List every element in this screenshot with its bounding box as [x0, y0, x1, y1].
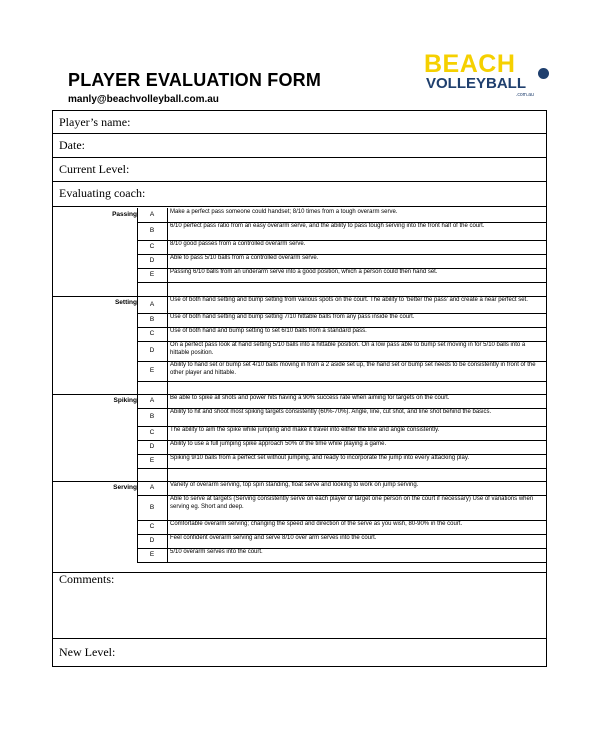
skill-level-letter: A: [149, 397, 155, 404]
skill-category-passing: Passing: [112, 211, 137, 218]
skill-level-letter: B: [149, 503, 155, 511]
comments-area[interactable]: [53, 586, 546, 636]
current-level-field[interactable]: [53, 158, 546, 182]
grid-row-line: [137, 313, 546, 314]
grid-row-line: [137, 282, 546, 283]
skill-level-letter: A: [149, 300, 155, 308]
logo-domain: .com.au: [516, 92, 534, 98]
beach-volleyball-logo: [424, 52, 554, 98]
skill-level-letter: B: [149, 316, 155, 323]
skill-level-description: Make a perfect pass someone could handset; 8/10 times from a tough overarm serve.: [170, 209, 398, 215]
grid-row-line: [137, 268, 546, 269]
grid-row-line: [53, 572, 546, 573]
skill-level-description: Ability to hand set or bump set 4/10 balls moving in from a 2 aside set up, the hand set or bump set needs to be consistently in front of the other player and hittable.: [170, 362, 536, 376]
skill-level-letter: D: [149, 257, 155, 264]
grid-row-line: [53, 481, 546, 482]
current-level-label: Current Level:: [59, 162, 130, 176]
grid-row-line: [137, 562, 546, 563]
grid-row-line: [137, 520, 546, 521]
grid-row-line: [137, 440, 546, 441]
grid-row-line: [137, 454, 546, 455]
grid-row-line: [137, 495, 546, 496]
grid-row-line: [137, 222, 546, 223]
grid-row-line: [137, 361, 546, 362]
volleyball-icon: [538, 68, 549, 79]
skill-level-letter: A: [149, 484, 155, 491]
date-field[interactable]: [53, 134, 546, 158]
skill-level-description: Feel confident overarm serving and serve 8/10 over arm serves into the court.: [170, 535, 377, 541]
skill-level-description: On a perfect pass look at hand setting 5/10 balls into a hittable position. On a low pass able to bump set moving in for 5/10 balls into a hittable position.: [170, 342, 526, 356]
skill-category-spiking: Spiking: [113, 397, 137, 404]
skill-level-letter: E: [149, 457, 155, 464]
form-title: PLAYER EVALUATION FORM: [68, 70, 322, 90]
skill-level-description: Use of both hand and bump setting to set 6/10 balls from a standard pass.: [170, 328, 367, 334]
grid-row-line: [137, 240, 546, 241]
evaluating-coach-label: Evaluating coach:: [59, 186, 146, 200]
player-name-field[interactable]: [53, 111, 546, 134]
skill-level-letter: C: [149, 243, 155, 250]
skill-level-description: Use of both hand setting and bump setting 7/10 hittable balls from any pass inside the court.: [170, 314, 415, 320]
skill-level-description: Ability to hit and shoot most spiking targets consistently (60%-70%). Angle, line, cut shot, and line shot behind the basics.: [170, 409, 492, 415]
grid-row-line: [137, 468, 546, 469]
skill-level-letter: B: [149, 227, 155, 234]
grid-row-line: [137, 548, 546, 549]
skill-level-description: 6/10 perfect pass ratio from an easy overarm serve, and the ability to pass tough serving into the front half of the court.: [170, 223, 485, 229]
skill-level-letter: D: [149, 347, 155, 354]
skill-level-description: Spiking 9/10 balls from a perfect set without jumping, and ready to incorporate the jump into every attacking play.: [170, 455, 470, 461]
skill-level-description: Able to serve at targets (Serving consistently serve on each player or target one person on the court if necessary) Use of variations when serving eg. Short and deep.: [170, 496, 534, 510]
player-name-label: Player’s name:: [59, 115, 131, 129]
skill-level-description: Use of both hand setting and bump setting from various spots on the court. The ability to ‘better the pass’ and create a near perfect set.: [170, 297, 528, 303]
skill-level-description: 5/10 overarm serves into the court.: [170, 549, 263, 555]
grid-row-line: [53, 296, 546, 297]
grid-row-line: [137, 341, 546, 342]
skill-level-description: Able to pass 5/10 balls from a controlled overarm serve.: [170, 255, 319, 261]
skill-level-description: The ability to aim the spike while jumping and make it travel into either the line and angle consistently.: [170, 427, 440, 433]
skill-level-description: Be able to spike all shots and power hits having a 90% success rate when aiming for targets on the court.: [170, 395, 450, 401]
skill-level-letter: B: [149, 413, 155, 420]
skill-category-serving: Serving: [113, 484, 137, 491]
skill-level-description: 8/10 good passes from a controlled overarm serve.: [170, 241, 306, 247]
skill-level-letter: D: [149, 537, 155, 544]
contact-email: manly@beachvolleyball.com.au: [68, 94, 219, 105]
new-level-divider: [53, 638, 546, 639]
skill-level-letter: A: [149, 211, 155, 218]
grid-row-line: [53, 394, 546, 395]
skill-level-letter: C: [149, 429, 155, 436]
comments-label: Comments:: [59, 572, 115, 586]
grid-row-line: [137, 408, 546, 409]
skill-category-setting: Setting: [114, 299, 137, 306]
grid-row-line: [137, 381, 546, 382]
evaluation-form: [52, 110, 547, 667]
skill-level-letter: C: [149, 523, 155, 530]
skill-level-letter: C: [149, 330, 155, 337]
grid-row-line: [137, 426, 546, 427]
skill-level-letter: E: [149, 367, 155, 374]
grid-row-line: [137, 534, 546, 535]
skill-level-description: Comfortable overarm serving; changing the speed and direction of the serve as you wish, 80-90% in the court.: [170, 521, 463, 527]
grid-divider: [167, 208, 168, 562]
grid-divider: [137, 208, 138, 562]
logo-word-volleyball: VOLLEYBALL: [426, 75, 526, 92]
skill-level-description: Ability to use a full jumping spike approach 50% of the time while playing a game.: [170, 441, 387, 447]
new-level-label: New Level:: [59, 645, 116, 659]
date-label: Date:: [59, 138, 85, 152]
grid-row-line: [137, 327, 546, 328]
evaluating-coach-field[interactable]: [53, 182, 546, 207]
grid-row-line: [137, 254, 546, 255]
skill-level-letter: E: [149, 551, 155, 558]
logo-word-beach: BEACH: [424, 50, 516, 78]
skill-level-description: Passing 6/10 balls from an underarm serve into a good position, which a person could then hand set.: [170, 269, 438, 275]
skill-level-letter: D: [149, 443, 155, 450]
skill-level-letter: E: [149, 271, 155, 278]
skill-level-description: Variety of overarm serving, top spin standing, float serve and looking to work on jump serving.: [170, 482, 419, 488]
